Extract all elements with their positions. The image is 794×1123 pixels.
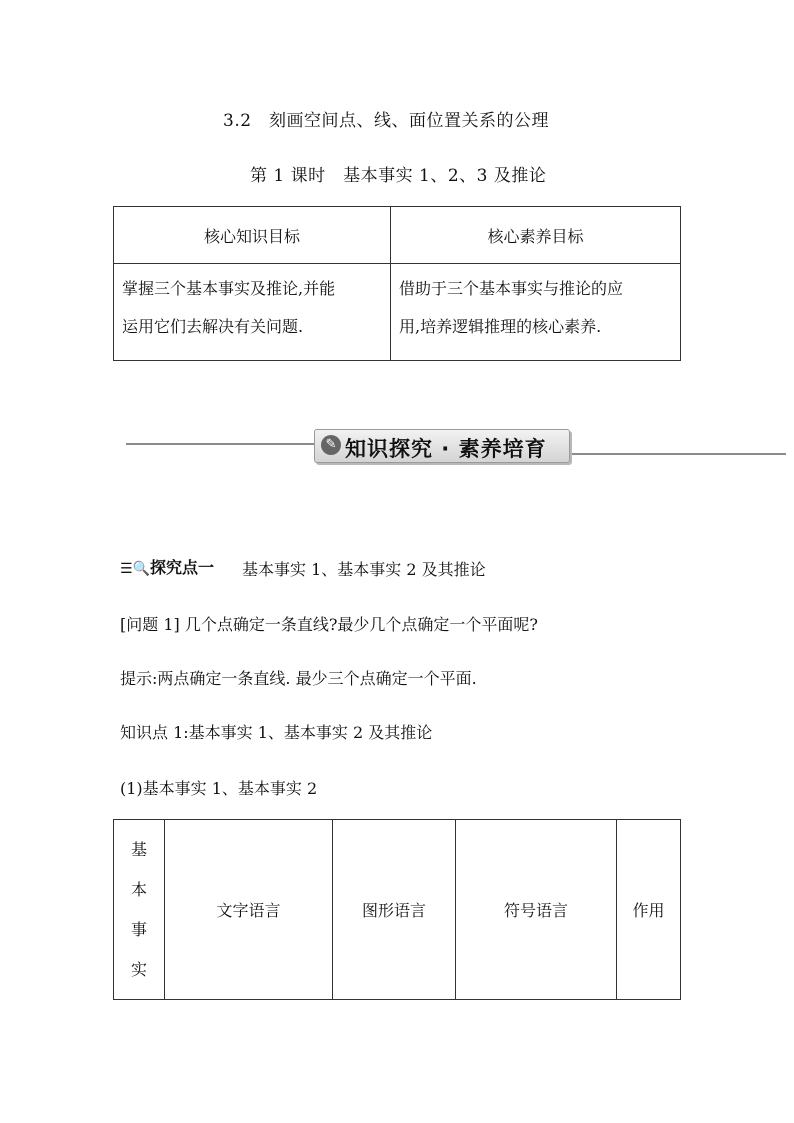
banner-text: 知识探究 · 素养培育	[345, 437, 547, 461]
hint-text: 提示:两点确定一条直线. 最少三个点确定一个平面.	[120, 669, 477, 688]
text-language-header: 文字语言	[165, 820, 333, 1000]
literacy-goal-line: 借助于三个基本事实与推论的应	[399, 279, 624, 298]
lesson-title: 第 1 课时 基本事实 1、2、3 及推论	[250, 166, 547, 186]
purpose-header: 作用	[617, 820, 681, 1000]
knowledge-goal-header: 核心知识目标	[114, 207, 391, 264]
knowledge-goal-line: 运用它们去解决有关问题.	[122, 317, 304, 336]
symbol-language-header: 符号语言	[456, 820, 617, 1000]
banner-box	[314, 429, 570, 463]
literacy-goal-cell	[391, 264, 681, 361]
sub-item: (1)基本事实 1、基本事实 2	[120, 779, 318, 798]
explore-label: ☰🔍探究点一	[120, 558, 214, 577]
literacy-goal-line: 用,培养逻辑推理的核心素养.	[399, 317, 602, 336]
literacy-goal-header: 核心素养目标	[391, 207, 681, 264]
magnifier-icon: ☰🔍	[120, 561, 150, 577]
knowledge-goal-cell	[114, 264, 391, 361]
pencil-icon: ✎	[321, 435, 341, 455]
banner-left-rule	[126, 443, 316, 445]
banner-right-rule	[566, 453, 786, 455]
question-text: [问题 1] 几个点确定一条直线?最少几个点确定一个平面呢?	[120, 615, 538, 634]
goals-table	[113, 206, 681, 361]
facts-table	[113, 819, 681, 1000]
knowledge-goal-line: 掌握三个基本事实及推论,并能	[122, 279, 336, 298]
explore-topic: 基本事实 1、基本事实 2 及其推论	[242, 560, 486, 579]
section-title: 3.2 刻画空间点、线、面位置关系的公理	[223, 111, 550, 131]
fact-column-header: 基 本 事 实	[114, 820, 165, 1000]
knowledge-point: 知识点 1:基本事实 1、基本事实 2 及其推论	[120, 723, 433, 742]
graphic-language-header: 图形语言	[333, 820, 456, 1000]
